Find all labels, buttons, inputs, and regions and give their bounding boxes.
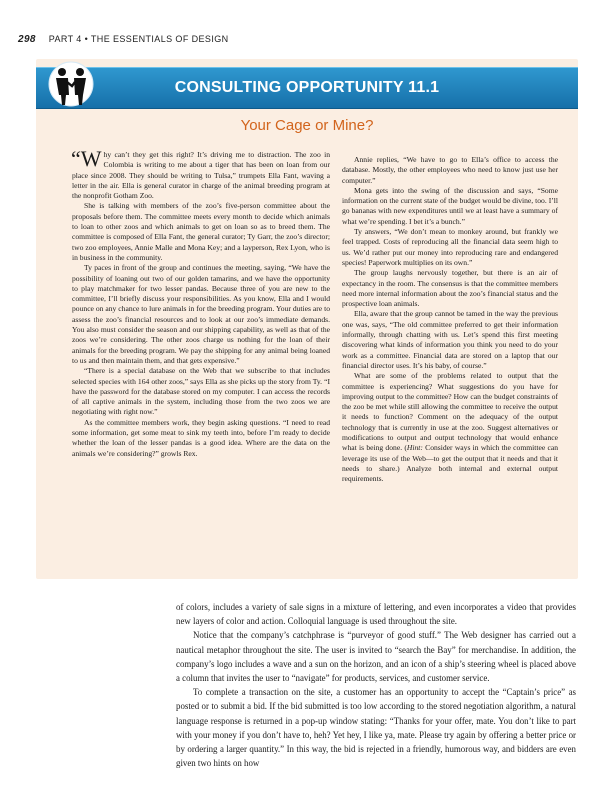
paragraph: Ella, aware that the group cannot be tamed in the way the previous one was, says, “The old committee preferred to get their information informally, through chatting with us. Let’s spend this first meeting discovering what kinds of information you think you need to do your work as a committee. Financial data are stored on a laptop that our financial director uses. It’s his baby, of course.” <box>342 309 558 370</box>
body-text <box>176 600 576 770</box>
paragraph: The group laughs nervously together, but there is an air of expectancy in the room. The consensus is that the committee members need more internal information about the zoo’s financial status and the prospective loan animals. <box>342 268 558 309</box>
consulting-opportunity-box <box>36 59 578 579</box>
drop-cap: “W <box>71 146 102 171</box>
paragraph: Annie replies, “We have to go to Ella’s office to access the database. Mostly, the other employees who need to know just use her computer.” <box>342 155 558 185</box>
paragraph: What are some of the problems related to output that the committee is experiencing? What suggestions do you have for improving output to the committee? How can the budget constraints of the zoo be met while still allowing the committee to receive the output it needs to function? Comment on the adequacy of the output technology that is currently in use at the zoo. Suggest alternatives or modifications to output and output technology that would enhance what is being done. (Hint: Consider ways in which the committee can leverage its use of the Web—to get the output that it needs and that it needs to share.) Analyze both internal and external output requirements. <box>342 371 558 484</box>
paragraph: To complete a transaction on the site, a customer has an opportunity to accept the “Captain’s price” as posted or to submit a bid. If the bid submitted is too low according to the stored negotiation algorithm, a natural language response is returned in a pop-up window stating: “Thanks for your offer, mate. You don’t like to part with your money if you don’t have to, heh? Yet hey, I like ya, mate. Please try again by offering a better price or by ordering a larger quantity.” In this way, the bid is rejected in a friendly, humorous way, and bidders are even given two hints on how <box>176 687 576 769</box>
running-head <box>18 34 578 45</box>
paragraph: She is talking with members of the zoo’s five-person committee about the proposals before them. The committee meets every month to decide which animals to loan to other zoos and which animals to get on loan so as to breed them. The committee is composed of Ella Fant, the general curator; Ty Garr, the zoo’s director; two zoo employees, Annie Malle and Mona Key; and a layperson, Rex Lyon, who is in business in the community. <box>72 201 330 262</box>
box-right-column <box>342 155 558 485</box>
paragraph: Ty paces in front of the group and continues the meeting, saying, “We have the possibility of loaning out two of our golden tamarins, and we have the opportunity to play matchmaker for two lesser pandas. Because three of you are new to the committee, I’ll briefly discuss your responsibilities. As you know, Ella and I would pounce on any chance to lure animals in for the breeding program. Your duties are to assess the zoo’s financial resources and to look at our zoo’s immediate demands. You also must consider the season and our shipping capability, as well as that of the zoos we’re considering. The other zoos charge us nothing for the loan of their animals for the breeding program. We pay the shipping for any animal being loaned to us and then maintain them, and that gets expensive.” <box>72 263 330 365</box>
box-subtitle: Your Cage or Mine? <box>240 117 374 134</box>
paragraph: Notice that the company’s catchphrase is “purveyor of good stuff.” The Web designer has carried out a nautical metaphor throughout the site. The user is invited to “search the Bay” for merchandise. In addition, the company’s logo includes a wave and a sun on the horizon, and an icon of a ship’s steering wheel is placed above a column that invites the user to “navigate” for products, services, and customer service. <box>176 630 576 684</box>
section-title: PART 4 • THE ESSENTIALS OF DESIGN <box>48 34 229 44</box>
paragraph: Mona gets into the swing of the discussion and says, “Some information on the current state of the budget would be divine, too. I’ll go bananas with new expenditures until we at least have a summary of what we’re spending. I bet it’s a bunch.” <box>342 185 558 226</box>
paragraph: Ty answers, “We don’t mean to monkey around, but frankly we feel trapped. Costs of reproducing all the financial data seem high to us. We’d rather put our money into reproducing rare and endangered species! Paperwork multiplies on its own.” <box>342 227 558 267</box>
paragraph: of colors, includes a variety of sale signs in a mixture of lettering, and even incorporates a video that provides new layers of color and action. Colloquial language is used throughout the site. <box>176 602 576 627</box>
box-banner <box>36 67 578 109</box>
box-left-column <box>71 146 330 459</box>
paragraph: As the committee members work, they begin asking questions. “I need to read some information, get some meat to sink my teeth into, before I’m ready to decide whether the loan of the lesser pandas is a good idea. Where are the data on the animals we’re considering?” growls Rex. <box>72 417 330 458</box>
paragraph: “There is a special database on the Web that we subscribe to that includes selected species with 164 other zoos,” says Ella as she picks up the story from Ty. “I have the password for the database stored on my computer. I can access the records of all captive animals in the system, including those from the two zoos we are negotiating with right now.” <box>72 366 330 417</box>
two-people-handshake-icon <box>42 61 100 107</box>
box-title: CONSULTING OPPORTUNITY 11.1 <box>174 79 440 96</box>
page-number: 298 <box>18 34 36 45</box>
paragraph: “Why can’t they get this right? It’s driving me to distraction. The zoo in Colombia is writing to me about a tiger that has been on loan from our place since 2008. They should be writing to Tulsa,” trumpets Ella Fant, waving a letter in the air. Ella is general curator in charge of the animal breeding program at the nonprofit Gotham Zoo. <box>71 146 330 201</box>
